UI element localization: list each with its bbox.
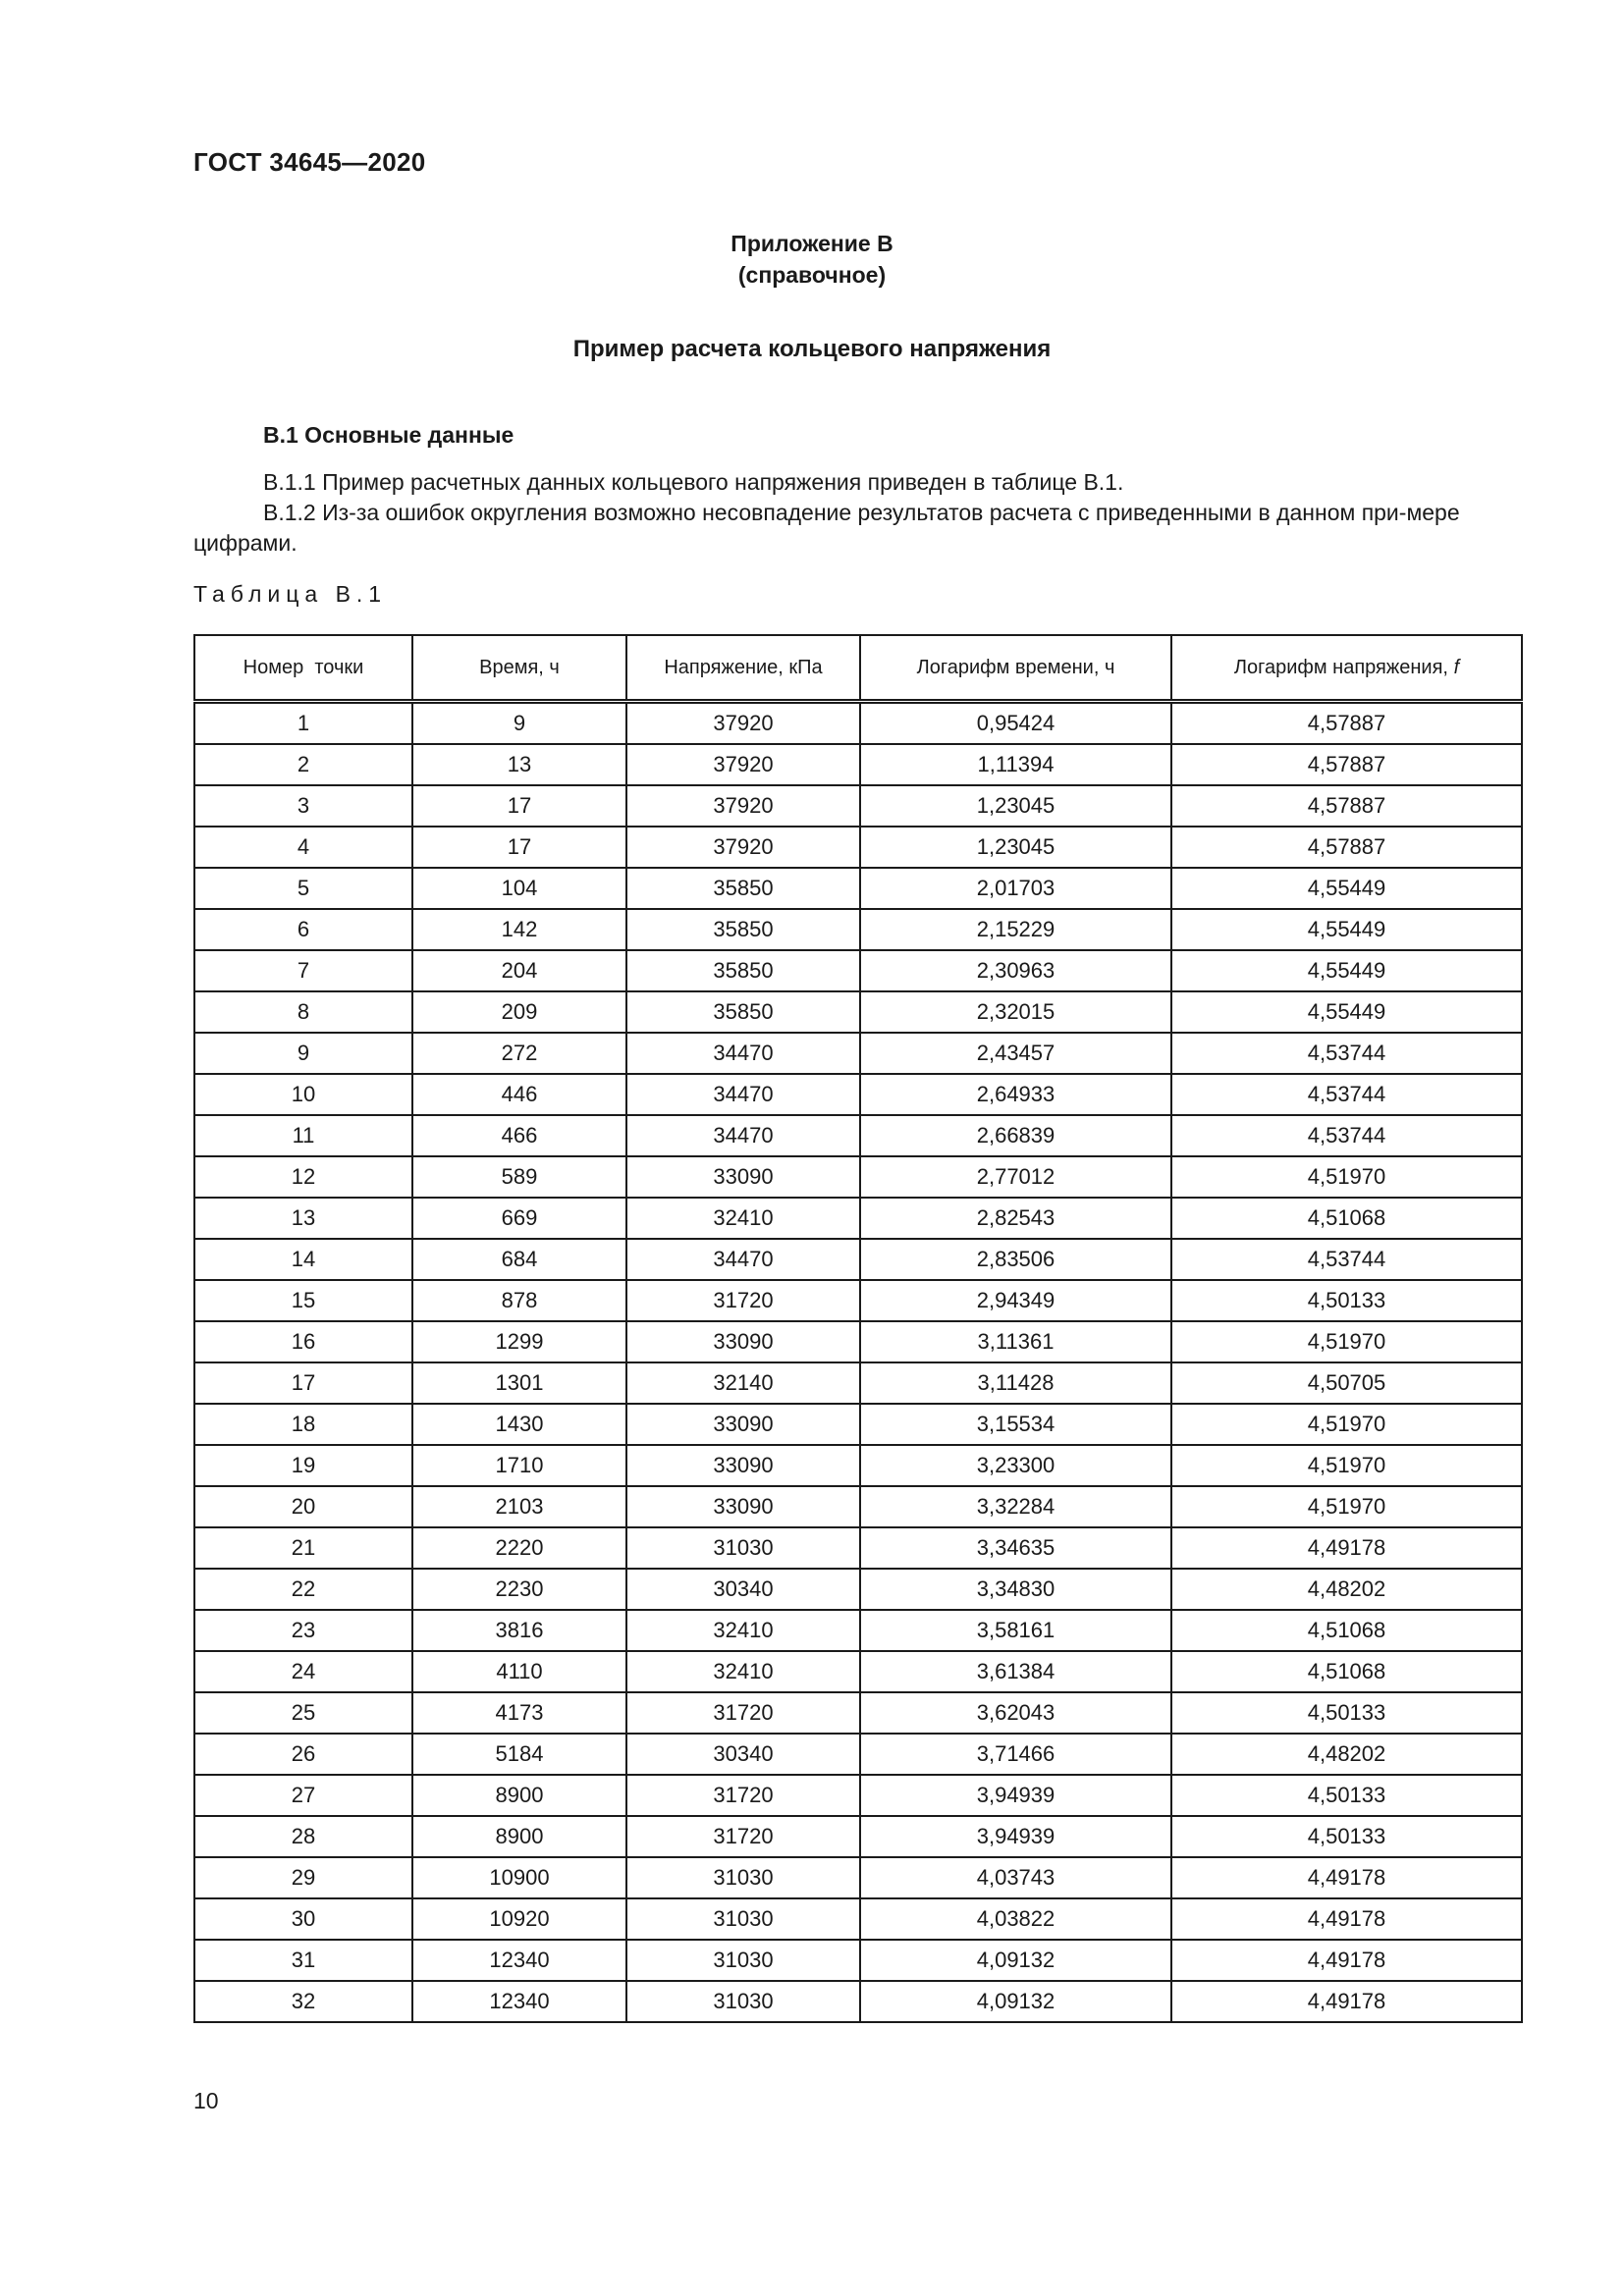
cell-log-stress: 4,48202 [1171, 1734, 1522, 1775]
cell-log-time: 3,34635 [860, 1527, 1171, 1569]
header-log-time: Логарифм времени, ч [860, 635, 1171, 702]
table-row [194, 1981, 1522, 2022]
cell-point-number: 7 [194, 950, 412, 991]
cell-log-time: 3,11361 [860, 1321, 1171, 1362]
header-point-number: Номер точки [194, 635, 412, 702]
cell-point-number: 1 [194, 702, 412, 745]
cell-log-time: 3,58161 [860, 1610, 1171, 1651]
cell-log-time: 2,77012 [860, 1156, 1171, 1198]
cell-stress: 32410 [626, 1610, 860, 1651]
document-id: ГОСТ 34645—2020 [193, 147, 426, 177]
cell-log-time: 4,09132 [860, 1981, 1171, 2022]
cell-stress: 37920 [626, 827, 860, 868]
paragraph-2: В.1.2 Из-за ошибок округления возможно несовпадение результатов расчета с приведенными в данном при-мере цифрами. [193, 500, 1460, 556]
cell-time: 9 [412, 702, 626, 745]
cell-log-stress: 4,49178 [1171, 1940, 1522, 1981]
cell-log-stress: 4,53744 [1171, 1074, 1522, 1115]
cell-time: 17 [412, 785, 626, 827]
cell-log-stress: 4,51970 [1171, 1486, 1522, 1527]
cell-point-number: 11 [194, 1115, 412, 1156]
cell-log-time: 3,15534 [860, 1404, 1171, 1445]
cell-point-number: 31 [194, 1940, 412, 1981]
cell-point-number: 5 [194, 868, 412, 909]
cell-point-number: 4 [194, 827, 412, 868]
cell-log-stress: 4,57887 [1171, 827, 1522, 868]
cell-point-number: 12 [194, 1156, 412, 1198]
cell-stress: 34470 [626, 1239, 860, 1280]
cell-point-number: 14 [194, 1239, 412, 1280]
cell-point-number: 15 [194, 1280, 412, 1321]
cell-stress: 37920 [626, 702, 860, 745]
table-row [194, 744, 1522, 785]
cell-time: 17 [412, 827, 626, 868]
cell-log-stress: 4,53744 [1171, 1033, 1522, 1074]
cell-time: 2230 [412, 1569, 626, 1610]
cell-log-stress: 4,57887 [1171, 744, 1522, 785]
table-row [194, 1074, 1522, 1115]
cell-time: 10920 [412, 1898, 626, 1940]
cell-stress: 35850 [626, 868, 860, 909]
cell-log-time: 3,11428 [860, 1362, 1171, 1404]
table-row [194, 1569, 1522, 1610]
cell-time: 1299 [412, 1321, 626, 1362]
cell-stress: 34470 [626, 1074, 860, 1115]
table-row [194, 785, 1522, 827]
header-log-stress-label: Логарифм напряжения, [1233, 656, 1448, 678]
table-row [194, 827, 1522, 868]
table-row [194, 868, 1522, 909]
cell-point-number: 23 [194, 1610, 412, 1651]
cell-time: 589 [412, 1156, 626, 1198]
cell-point-number: 9 [194, 1033, 412, 1074]
cell-log-stress: 4,55449 [1171, 991, 1522, 1033]
cell-stress: 33090 [626, 1445, 860, 1486]
cell-log-stress: 4,55449 [1171, 909, 1522, 950]
cell-log-stress: 4,50133 [1171, 1692, 1522, 1734]
cell-stress: 33090 [626, 1321, 860, 1362]
cell-point-number: 22 [194, 1569, 412, 1610]
cell-stress: 34470 [626, 1033, 860, 1074]
cell-log-stress: 4,51970 [1171, 1156, 1522, 1198]
cell-log-time: 2,15229 [860, 909, 1171, 950]
table-row [194, 1321, 1522, 1362]
cell-stress: 34470 [626, 1115, 860, 1156]
cell-log-stress: 4,51970 [1171, 1445, 1522, 1486]
cell-log-time: 3,61384 [860, 1651, 1171, 1692]
cell-point-number: 16 [194, 1321, 412, 1362]
cell-time: 2103 [412, 1486, 626, 1527]
cell-log-time: 0,95424 [860, 702, 1171, 745]
cell-point-number: 29 [194, 1857, 412, 1898]
cell-log-stress: 4,50133 [1171, 1775, 1522, 1816]
cell-time: 12340 [412, 1981, 626, 2022]
table-row [194, 1280, 1522, 1321]
subsection-heading: В.1 Основные данные [263, 422, 514, 448]
cell-log-stress: 4,51068 [1171, 1198, 1522, 1239]
table-row [194, 1362, 1522, 1404]
cell-time: 878 [412, 1280, 626, 1321]
table-row [194, 1610, 1522, 1651]
cell-log-stress: 4,50133 [1171, 1280, 1522, 1321]
cell-log-time: 4,03822 [860, 1898, 1171, 1940]
cell-time: 5184 [412, 1734, 626, 1775]
cell-stress: 31030 [626, 1857, 860, 1898]
cell-time: 446 [412, 1074, 626, 1115]
cell-time: 2220 [412, 1527, 626, 1569]
cell-log-time: 3,62043 [860, 1692, 1171, 1734]
cell-stress: 37920 [626, 785, 860, 827]
cell-stress: 32140 [626, 1362, 860, 1404]
cell-log-stress: 4,57887 [1171, 702, 1522, 745]
cell-time: 209 [412, 991, 626, 1033]
cell-time: 142 [412, 909, 626, 950]
cell-log-stress: 4,53744 [1171, 1239, 1522, 1280]
paragraph-1: В.1.1 Пример расчетных данных кольцевого напряжения приведен в таблице В.1. [263, 469, 1124, 495]
header-time: Время, ч [412, 635, 626, 702]
appendix-type: (справочное) [737, 262, 887, 288]
table-row [194, 1156, 1522, 1198]
cell-log-stress: 4,51068 [1171, 1651, 1522, 1692]
cell-point-number: 25 [194, 1692, 412, 1734]
cell-log-time: 2,01703 [860, 868, 1171, 909]
cell-point-number: 3 [194, 785, 412, 827]
cell-log-stress: 4,51970 [1171, 1321, 1522, 1362]
table-row [194, 991, 1522, 1033]
cell-time: 8900 [412, 1816, 626, 1857]
cell-point-number: 8 [194, 991, 412, 1033]
table-row [194, 1445, 1522, 1486]
header-log-stress [1171, 635, 1522, 702]
appendix-heading [0, 228, 1624, 291]
cell-time: 13 [412, 744, 626, 785]
table-row [194, 1115, 1522, 1156]
table-row [194, 1651, 1522, 1692]
cell-log-stress: 4,48202 [1171, 1569, 1522, 1610]
cell-stress: 30340 [626, 1569, 860, 1610]
cell-time: 272 [412, 1033, 626, 1074]
appendix-title: Приложение В [731, 231, 893, 256]
cell-point-number: 21 [194, 1527, 412, 1569]
cell-log-time: 2,66839 [860, 1115, 1171, 1156]
cell-stress: 35850 [626, 909, 860, 950]
cell-time: 4173 [412, 1692, 626, 1734]
cell-time: 8900 [412, 1775, 626, 1816]
cell-log-stress: 4,51068 [1171, 1610, 1522, 1651]
table-caption: Таблица В.1 [193, 581, 388, 607]
cell-stress: 37920 [626, 744, 860, 785]
page-number: 10 [193, 2088, 219, 2113]
cell-time: 1430 [412, 1404, 626, 1445]
cell-log-time: 3,71466 [860, 1734, 1171, 1775]
cell-log-time: 2,43457 [860, 1033, 1171, 1074]
cell-point-number: 26 [194, 1734, 412, 1775]
table-row [194, 1033, 1522, 1074]
cell-time: 4110 [412, 1651, 626, 1692]
cell-point-number: 20 [194, 1486, 412, 1527]
cell-log-time: 3,23300 [860, 1445, 1171, 1486]
header-stress: Напряжение, кПа [626, 635, 860, 702]
cell-stress: 31720 [626, 1692, 860, 1734]
cell-log-stress: 4,50705 [1171, 1362, 1522, 1404]
cell-log-stress: 4,50133 [1171, 1816, 1522, 1857]
cell-time: 1301 [412, 1362, 626, 1404]
cell-log-stress: 4,49178 [1171, 1898, 1522, 1940]
cell-log-stress: 4,51970 [1171, 1404, 1522, 1445]
cell-log-stress: 4,49178 [1171, 1857, 1522, 1898]
cell-stress: 31720 [626, 1816, 860, 1857]
cell-point-number: 10 [194, 1074, 412, 1115]
cell-time: 669 [412, 1198, 626, 1239]
table-row [194, 702, 1522, 745]
table-row [194, 1239, 1522, 1280]
table-row [194, 1486, 1522, 1527]
cell-log-stress: 4,57887 [1171, 785, 1522, 827]
cell-time: 204 [412, 950, 626, 991]
cell-stress: 33090 [626, 1486, 860, 1527]
table-row [194, 1527, 1522, 1569]
header-log-stress-symbol: f [1453, 656, 1460, 678]
cell-stress: 32410 [626, 1198, 860, 1239]
cell-log-time: 4,09132 [860, 1940, 1171, 1981]
cell-log-stress: 4,55449 [1171, 868, 1522, 909]
cell-point-number: 18 [194, 1404, 412, 1445]
cell-stress: 31030 [626, 1981, 860, 2022]
cell-point-number: 13 [194, 1198, 412, 1239]
cell-point-number: 2 [194, 744, 412, 785]
cell-stress: 33090 [626, 1404, 860, 1445]
cell-stress: 35850 [626, 991, 860, 1033]
cell-time: 684 [412, 1239, 626, 1280]
cell-log-stress: 4,49178 [1171, 1981, 1522, 2022]
cell-point-number: 6 [194, 909, 412, 950]
cell-log-time: 3,32284 [860, 1486, 1171, 1527]
section-title: Пример расчета кольцевого напряжения [572, 336, 1052, 362]
cell-stress: 31030 [626, 1527, 860, 1569]
table-row [194, 1898, 1522, 1940]
cell-log-time: 1,23045 [860, 827, 1171, 868]
cell-log-time: 1,23045 [860, 785, 1171, 827]
table-row [194, 1940, 1522, 1981]
cell-stress: 31030 [626, 1898, 860, 1940]
cell-point-number: 30 [194, 1898, 412, 1940]
cell-point-number: 17 [194, 1362, 412, 1404]
table-row [194, 909, 1522, 950]
table-row [194, 1404, 1522, 1445]
cell-log-time: 4,03743 [860, 1857, 1171, 1898]
cell-point-number: 19 [194, 1445, 412, 1486]
cell-point-number: 27 [194, 1775, 412, 1816]
cell-stress: 30340 [626, 1734, 860, 1775]
cell-log-time: 2,94349 [860, 1280, 1171, 1321]
cell-log-stress: 4,49178 [1171, 1527, 1522, 1569]
cell-stress: 35850 [626, 950, 860, 991]
cell-stress: 31030 [626, 1940, 860, 1981]
cell-time: 10900 [412, 1857, 626, 1898]
table-row [194, 950, 1522, 991]
data-table [193, 634, 1523, 2023]
table-row [194, 1816, 1522, 1857]
table-body [194, 702, 1522, 2023]
cell-log-time: 2,82543 [860, 1198, 1171, 1239]
cell-log-time: 3,94939 [860, 1775, 1171, 1816]
table-row [194, 1857, 1522, 1898]
cell-log-time: 2,30963 [860, 950, 1171, 991]
table-row [194, 1692, 1522, 1734]
cell-stress: 32410 [626, 1651, 860, 1692]
table-row [194, 1198, 1522, 1239]
cell-time: 3816 [412, 1610, 626, 1651]
cell-stress: 31720 [626, 1775, 860, 1816]
cell-log-stress: 4,55449 [1171, 950, 1522, 991]
table-row [194, 1734, 1522, 1775]
cell-point-number: 32 [194, 1981, 412, 2022]
cell-log-stress: 4,53744 [1171, 1115, 1522, 1156]
cell-log-time: 2,32015 [860, 991, 1171, 1033]
cell-stress: 33090 [626, 1156, 860, 1198]
cell-log-time: 1,11394 [860, 744, 1171, 785]
table-row [194, 1775, 1522, 1816]
cell-point-number: 24 [194, 1651, 412, 1692]
cell-point-number: 28 [194, 1816, 412, 1857]
cell-log-time: 3,94939 [860, 1816, 1171, 1857]
cell-time: 104 [412, 868, 626, 909]
table-header-row [194, 635, 1522, 702]
cell-log-time: 2,64933 [860, 1074, 1171, 1115]
cell-time: 466 [412, 1115, 626, 1156]
cell-time: 12340 [412, 1940, 626, 1981]
cell-time: 1710 [412, 1445, 626, 1486]
cell-stress: 31720 [626, 1280, 860, 1321]
cell-log-time: 3,34830 [860, 1569, 1171, 1610]
cell-log-time: 2,83506 [860, 1239, 1171, 1280]
